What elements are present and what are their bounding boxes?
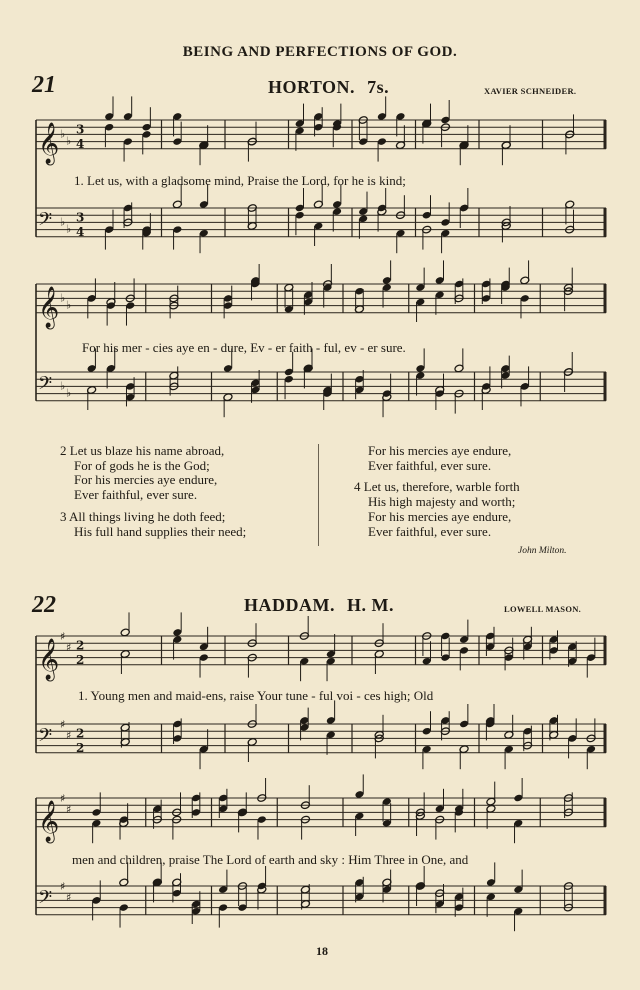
running-head: BEING AND PERFECTIONS OF GOD. — [182, 44, 458, 60]
flat-sign-icon: ♭ — [66, 222, 72, 236]
stanza-line: For his mercies aye endure, — [368, 508, 512, 524]
composer-credit: LOWELL MASON. — [504, 604, 582, 614]
hymn-number: 21 — [32, 72, 56, 98]
hymn-title: HORTON. — [268, 77, 356, 97]
treble-clef-icon: 𝄞 — [38, 286, 60, 328]
sharp-sign-icon: ♯ — [60, 718, 66, 731]
stanza-line: Ever faithful, ever sure. — [368, 523, 492, 539]
time-signature-numerator: 2 — [76, 638, 85, 653]
music-system — [0, 630, 640, 774]
sharp-sign-icon: ♯ — [66, 640, 72, 654]
treble-clef-icon: 𝄞 — [38, 800, 60, 842]
sharp-sign-icon: ♯ — [66, 802, 72, 816]
time-signature-denominator: 2 — [76, 652, 85, 667]
page-number: 18 — [316, 944, 328, 958]
column-divider — [318, 444, 319, 546]
treble-clef-icon: 𝄞 — [38, 122, 60, 164]
stanza-column-right — [354, 444, 604, 539]
hymn-title: HADDAM. — [244, 595, 335, 615]
stanza-line: 4 Let us, therefore, warble forth — [354, 479, 520, 495]
stanza-line: Ever faithful, ever sure. — [74, 487, 198, 503]
hymn-heading — [268, 77, 389, 98]
time-signature-numerator: 2 — [76, 726, 85, 741]
sharp-sign-icon: ♯ — [60, 630, 66, 643]
bass-clef-icon: 𝄢 — [38, 887, 53, 913]
time-signature-numerator: 3 — [76, 210, 85, 225]
flat-sign-icon: ♭ — [66, 386, 72, 400]
hymn-meter: 7s. — [367, 77, 390, 97]
stanza-column-left — [60, 444, 310, 539]
lyric-line: 1. Young men and maid-ens, raise Your tune - ful voi - ces high; Old — [78, 688, 434, 703]
time-signature-numerator: 3 — [76, 122, 85, 137]
flat-sign-icon: ♭ — [66, 134, 72, 148]
stanza-line: His full hand supplies their need; — [74, 523, 247, 539]
author-credit: John Milton. — [518, 546, 567, 556]
treble-clef-icon: 𝄞 — [38, 638, 60, 680]
sharp-sign-icon: ♯ — [60, 880, 66, 893]
flat-sign-icon: ♭ — [60, 291, 66, 305]
hymn-number: 22 — [32, 592, 56, 618]
time-signature-denominator: 2 — [76, 740, 85, 755]
sharp-sign-icon: ♯ — [66, 728, 72, 742]
bass-clef-icon: 𝄢 — [38, 725, 53, 751]
sharp-sign-icon: ♯ — [66, 890, 72, 904]
stanza-line: For his mercies aye endure, — [74, 472, 218, 488]
hymn-heading — [244, 595, 394, 616]
bass-clef-icon: 𝄢 — [38, 209, 53, 235]
stanza-line: For of gods he is the God; — [74, 457, 210, 473]
flat-sign-icon: ♭ — [60, 215, 66, 229]
stanza-line: His high majesty and worth; — [368, 494, 516, 510]
hymn-meter: H. M. — [347, 595, 394, 615]
flat-sign-icon: ♭ — [60, 379, 66, 393]
stanza-line: Ever faithful, ever sure. — [368, 457, 492, 473]
bass-clef-icon: 𝄢 — [38, 373, 53, 399]
lyric-line: 1. Let us, with a gladsome mind, Praise the Lord, for he is kind; — [74, 173, 406, 188]
lyric-line: men and children, praise The Lord of earth and sky : Him Three in One, and — [72, 852, 469, 867]
flat-sign-icon: ♭ — [66, 298, 72, 312]
flat-sign-icon: ♭ — [60, 127, 66, 141]
sharp-sign-icon: ♯ — [60, 792, 66, 805]
stanza-line: 2 Let us blaze his name abroad, — [60, 443, 225, 458]
time-signature-denominator: 4 — [76, 136, 85, 151]
lyric-line: For his mer - cies aye en - dure, Ev - er faith - ful, ev - er sure. — [82, 340, 406, 355]
time-signature-denominator: 4 — [76, 224, 85, 239]
stanza-line: For his mercies aye endure, — [368, 443, 512, 458]
stanza-line: 3 All things living he doth feed; — [60, 508, 226, 524]
composer-credit: XAVIER SCHNEIDER. — [484, 86, 577, 96]
